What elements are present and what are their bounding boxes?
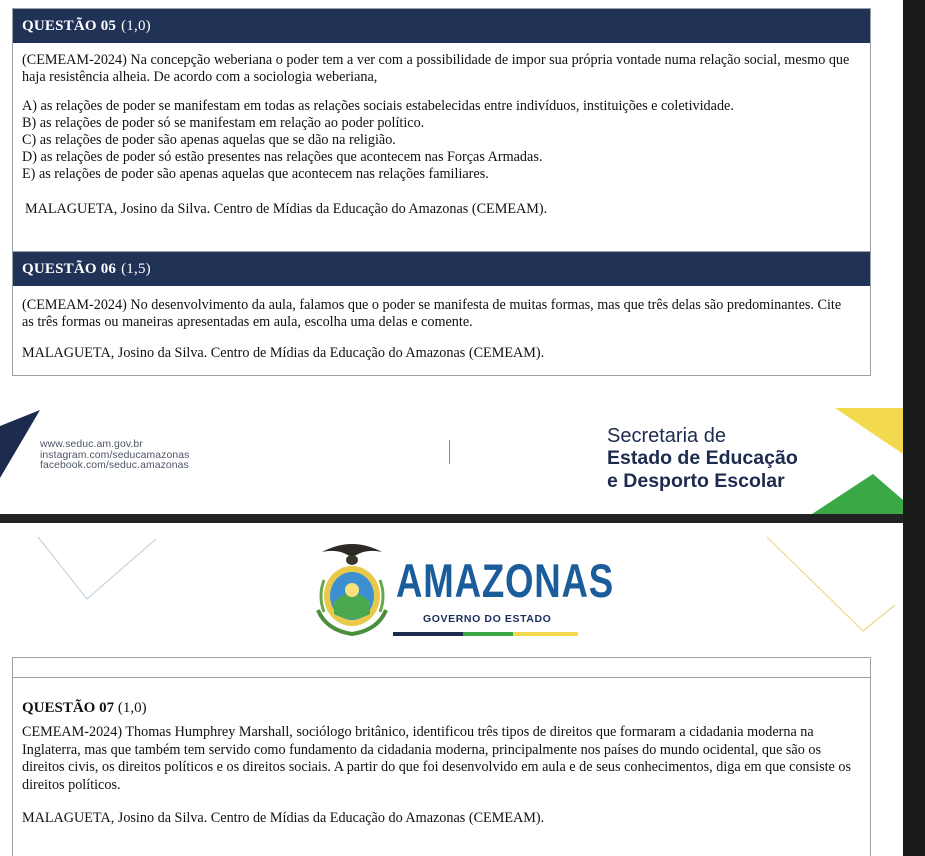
question-05-box [12, 8, 871, 252]
question-07-box [12, 677, 871, 856]
government-subtitle: GOVERNO DO ESTADO [423, 613, 552, 625]
footer-divider [449, 440, 450, 464]
header-left-chevron [38, 537, 156, 599]
secretaria-logo-text [607, 425, 798, 493]
state-name-title: AMAZONAS [396, 554, 615, 607]
question-07-header [13, 678, 870, 716]
facebook-link[interactable]: facebook.com/seduc.amazonas [40, 460, 189, 471]
instagram-link[interactable]: instagram.com/seducamazonas [40, 449, 190, 461]
question-06-header [13, 252, 870, 286]
secretaria-line-1: Secretaria de [607, 425, 726, 447]
question-06-title: QUESTÃO 06 [22, 260, 117, 277]
color-bar-green [463, 632, 513, 636]
footer-yellow-shape [835, 408, 903, 454]
header-right-chevron [767, 537, 895, 631]
footer-green-shape [812, 474, 903, 514]
question-05-option-e: E) as relações de poder são apenas aquelas que acontecem nas relações familiares. [22, 166, 489, 182]
blank-box [12, 657, 871, 677]
question-06-reference: MALAGUETA, Josino da Silva. Centro de Mídias da Educação do Amazonas (CEMEAM). [22, 345, 545, 361]
question-07-stem: CEMEAM-2024) Thomas Humphrey Marshall, sociólogo britânico, identificou três tipos de direitos que formaram a cidadania moderna na Inglaterra, mas que também tem servido como fundamento da cidadania moderna, principalmente nos países do mundo ocidental, que são os direitos civis, os direitos políticos e os direitos sociais. A partir do que foi desenvolvido em aula e de seus conhecimentos, diga em que consiste os direitos políticos. [22, 724, 852, 793]
footer-navy-shape [0, 410, 40, 478]
question-06-box [12, 251, 871, 376]
color-bar-navy [393, 632, 463, 636]
question-05-reference: MALAGUETA, Josino da Silva. Centro de Mídias da Educação do Amazonas (CEMEAM). [25, 201, 548, 217]
question-05-stem: (CEMEAM-2024) Na concepção weberiana o poder tem a ver com a possibilidade de impor sua própria vontade numa relação social, mesmo que haja resistência alheia. De acordo com a sociologia weberiana, [22, 52, 850, 85]
page-break-bar [0, 514, 903, 523]
right-edge-strip [903, 0, 925, 856]
question-05-header [13, 9, 870, 43]
color-bar-yellow [513, 632, 578, 636]
question-06-score: (1,5) [121, 260, 151, 277]
amazonas-coat-of-arms-icon [312, 540, 392, 636]
question-07-reference: MALAGUETA, Josino da Silva. Centro de Mídias da Educação do Amazonas (CEMEAM). [22, 810, 545, 826]
question-06-stem: (CEMEAM-2024) No desenvolvimento da aula, falamos que o poder se manifesta de muitas formas, mas que três delas são predominantes. Cite as três formas ou maneiras apresentadas em aula, escolha uma delas e comente. [22, 297, 842, 330]
secretaria-line-2: Estado de Educação [607, 447, 798, 469]
question-05-option-b: B) as relações de poder só se manifestam em relação ao poder político. [22, 115, 425, 131]
question-07-title: QUESTÃO 07 [22, 700, 115, 716]
question-05-score: (1,0) [121, 17, 151, 34]
website-link[interactable]: www.seduc.am.gov.br [40, 439, 143, 450]
question-05-option-a: A) as relações de poder se manifestam em todas as relações sociais estabelecidas entre indivíduos, instituições e coletividade. [22, 98, 734, 114]
question-05-option-c: C) as relações de poder são apenas aquelas que se dão na religião. [22, 132, 396, 148]
question-05-option-d: D) as relações de poder só estão presentes nas relações que acontecem nas Forças Armadas. [22, 149, 543, 165]
question-07-score: (1,0) [117, 700, 147, 716]
question-05-title: QUESTÃO 05 [22, 17, 117, 34]
footer-links [40, 440, 189, 472]
secretaria-line-3: e Desporto Escolar [607, 470, 785, 492]
